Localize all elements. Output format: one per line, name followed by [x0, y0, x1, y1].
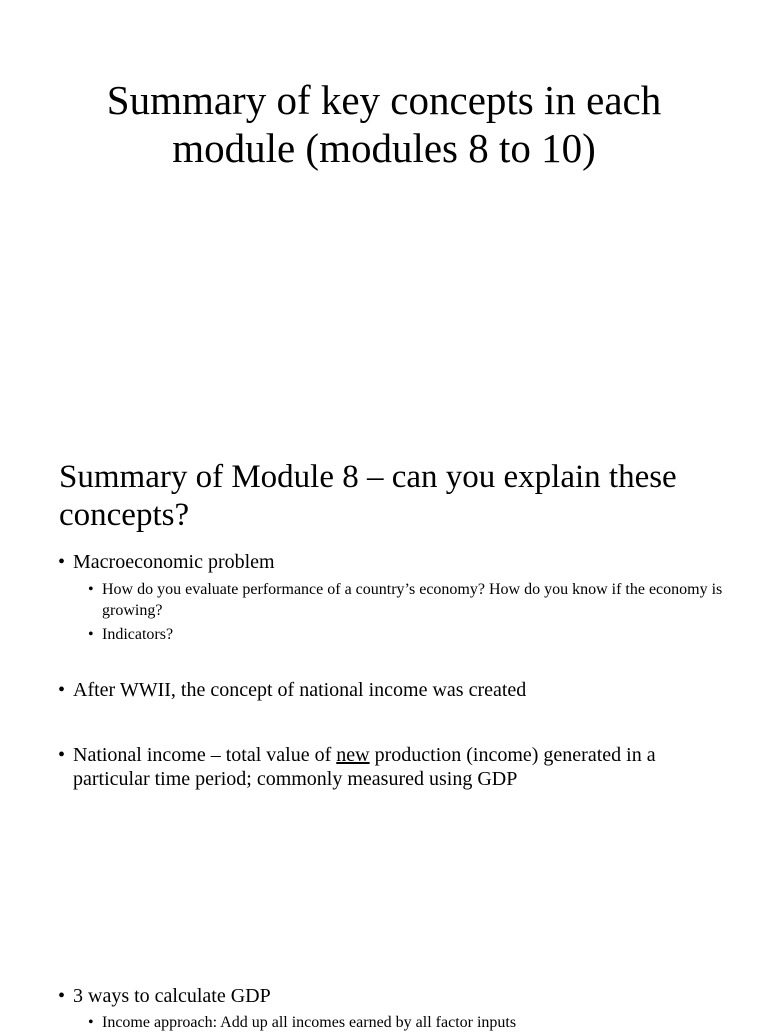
bullet-text: 3 ways to calculate GDP	[73, 985, 271, 1007]
bullet-after-wwii	[58, 678, 718, 702]
module-8-heading: Summary of Module 8 – can you explain these concepts?	[59, 459, 677, 533]
emphasis-new: new	[336, 744, 370, 766]
bullet-icon: •	[58, 551, 66, 573]
sub-bullet-indicators	[88, 624, 728, 645]
bullet-ways-to-calculate-gdp	[58, 984, 718, 1008]
sub-bullet-evaluate-performance	[88, 579, 728, 621]
bullet-text: After WWII, the concept of national income was created	[73, 679, 527, 701]
bullet-national-income	[58, 743, 718, 791]
text-part: production (income) generated in a particular time period; commonly measured using GDP	[73, 744, 656, 790]
sub-bullet-text: Income approach: Add up all incomes earned by all factor inputs	[102, 1014, 517, 1031]
bullet-icon: •	[58, 985, 66, 1007]
bullet-icon: •	[88, 626, 94, 643]
bullet-text	[73, 743, 718, 791]
bullet-icon: •	[58, 744, 66, 766]
bullet-icon: •	[88, 1014, 94, 1031]
sub-bullet-text: How do you evaluate performance of a country’s economy? How do you know if the economy is growing?	[102, 581, 723, 619]
bullet-icon: •	[88, 581, 94, 598]
bullet-icon: •	[58, 679, 66, 701]
bullet-macroeconomic-problem	[58, 550, 718, 574]
slide-title: Summary of key concepts in each module (modules 8 to 10)	[106, 77, 662, 171]
sub-bullet-income-approach	[88, 1012, 728, 1033]
bullet-text: Macroeconomic problem	[73, 551, 275, 573]
text-part: National income – total value of	[73, 744, 337, 766]
sub-bullet-text: Indicators?	[102, 626, 174, 643]
